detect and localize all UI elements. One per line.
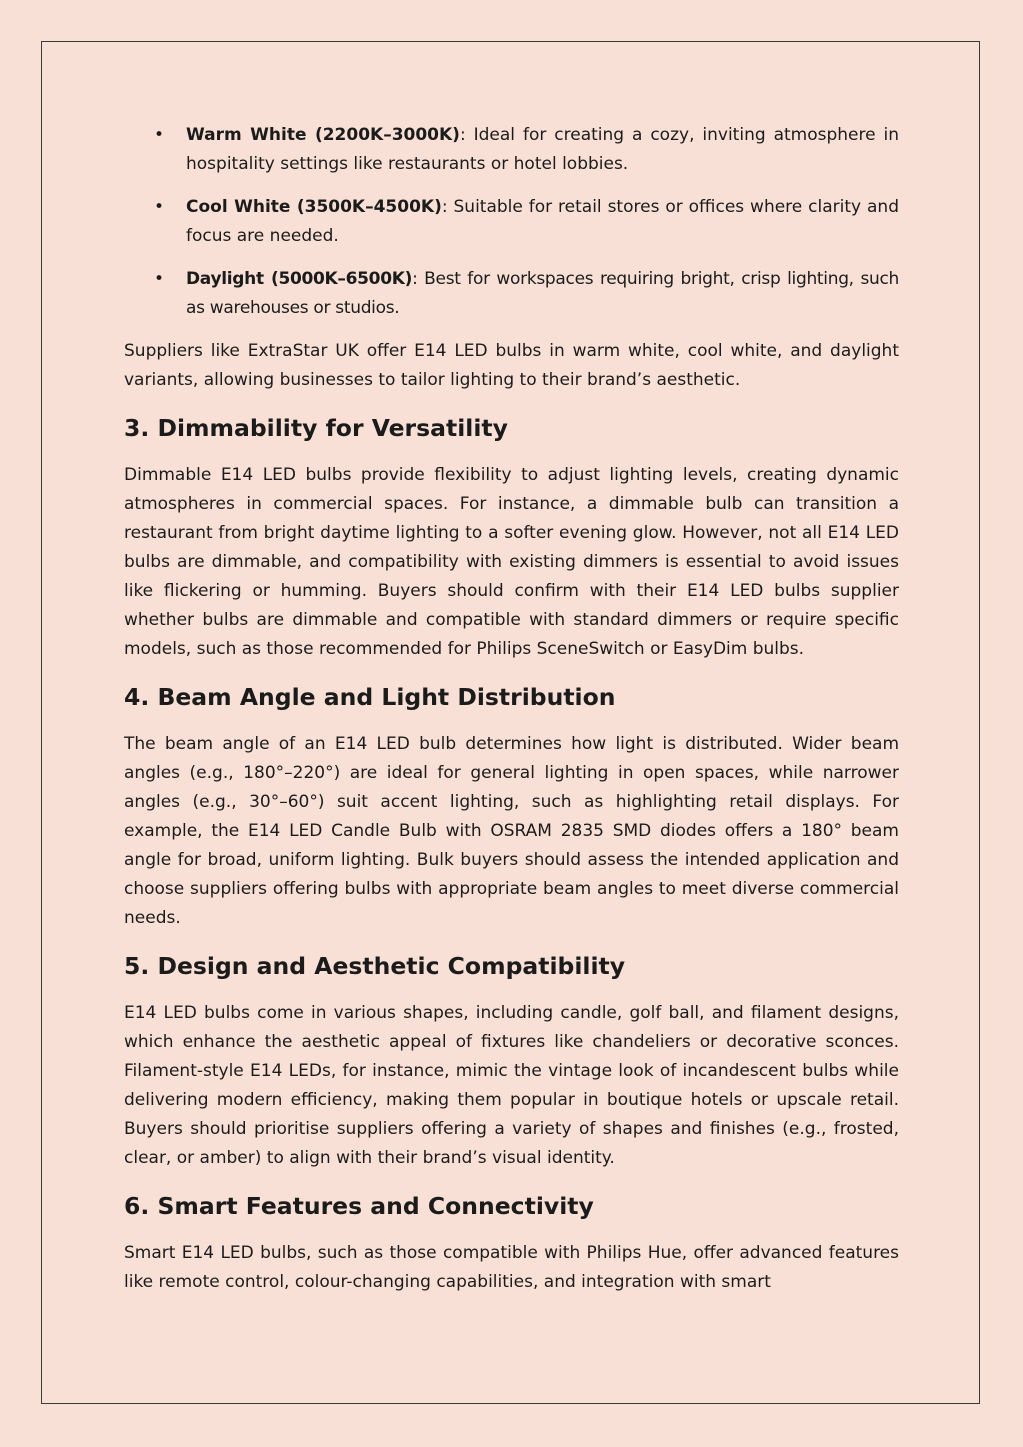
list-item-term: Cool White (3500K–4500K) [186,197,442,217]
section-body: Dimmable E14 LED bulbs provide flexibility to adjust lighting levels, creating dynamic atmospheres in commercial spaces. For instance, a dimmable bulb can transition a restaurant from bright daytime lighting to a softer evening glow. However, not all E14 LED bulbs are dimmable, and compatibility with existing dimmers is essential to avoid issues like flickering or humming. Buyers should confirm with their E14 LED bulbs supplier whether bulbs are dimmable and compatible with standard dimmers or require specific models, such as those recommended for Philips SceneSwitch or EasyDim bulbs. [124,465,899,659]
section-body: The beam angle of an E14 LED bulb determines how light is distributed. Wider beam angles (e.g., 180°–220°) are ideal for general lighting in open spaces, while narrower angles (e.g., 30°–60°) suit accent lighting, such as highlighting retail displays. For example, the E14 LED Candle Bulb with OSRAM 2835 SMD diodes offers a 180° beam angle for broad, uniform lighting. Bulk buyers should assess the intended application and choose suppliers offering bulbs with appropriate beam angles to meet diverse commercial needs. [124,734,899,928]
list-item [154,193,899,251]
list-item-term: Daylight (5000K–6500K) [186,269,413,289]
list-item [154,265,900,323]
color-temperature-list [124,121,899,323]
section-heading: 5. Design and Aesthetic Compatibility [124,952,626,980]
section-heading: 4. Beam Angle and Light Distribution [124,683,616,711]
section-body: Smart E14 LED bulbs, such as those compatible with Philips Hue, offer advanced features like remote control, colour-changing capabilities, and integration with smart [124,1243,899,1292]
list-item-term: Warm White (2200K–3000K) [186,125,460,145]
section-heading: 3. Dimmability for Versatility [124,414,508,442]
list-item-text: : Best for workspaces requiring bright, crisp lighting, such as warehouses or studios. [186,269,900,318]
section-body: E14 LED bulbs come in various shapes, including candle, golf ball, and filament designs, which enhance the aesthetic appeal of fixtures like chandeliers or decorative sconces. Filament-style E14 LEDs, for instance, mimic the vintage look of incandescent bulbs while delivering modern efficiency, making them popular in boutique hotels or upscale retail. Buyers should prioritise suppliers offering a variety of shapes and finishes (e.g., frosted, clear, or amber) to align with their brand’s visual identity. [124,1003,899,1168]
intro-paragraph: Suppliers like ExtraStar UK offer E14 LED bulbs in warm white, cool white, and daylight variants, allowing businesses to tailor lighting to their brand’s aesthetic. [124,341,899,390]
section-heading: 6. Smart Features and Connectivity [124,1192,594,1220]
bullet-dot-icon: • [154,125,165,145]
bullet-dot-icon: • [154,197,165,217]
bullet-dot-icon: • [154,269,165,289]
document-content [124,121,899,1315]
list-item-text: : Ideal for creating a cozy, inviting atmosphere in hospitality settings like restaurants or hotel lobbies. [186,125,899,174]
list-item-text: : Suitable for retail stores or offices where clarity and focus are needed. [186,197,899,246]
list-item [154,121,899,179]
